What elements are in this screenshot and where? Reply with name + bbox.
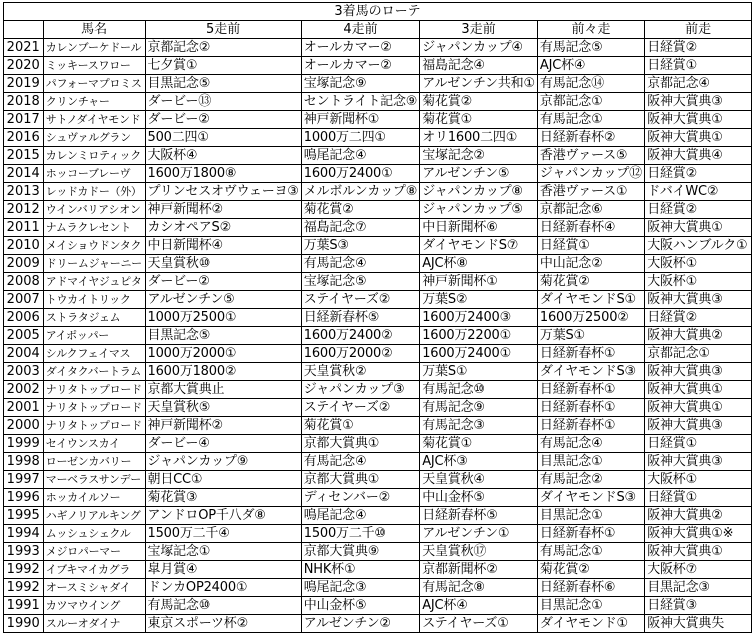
race-5-before-cell: プリンセスオヴウェーヨ③	[145, 183, 301, 201]
table-row	[4, 111, 752, 129]
race-5-before-cell: 菊花賞③	[145, 489, 301, 507]
race-2-before-cell: ダイヤモンドS③	[537, 363, 644, 381]
race-2-before-cell: ジャパンカップ⑫	[537, 165, 644, 183]
race-5-before-cell: 京都記念②	[145, 39, 301, 57]
last-race-cell: 日経賞①	[645, 435, 752, 453]
race-5-before-cell: ドンカOP2400①	[145, 579, 301, 597]
year-cell: 2007	[4, 291, 44, 309]
race-2-before-cell: 有馬記念②	[537, 471, 644, 489]
race-3-before-cell: 万葉S②	[420, 291, 538, 309]
header-3-races-before: 3走前	[420, 21, 538, 39]
last-race-cell: 大阪ハンブルク①	[645, 237, 752, 255]
race-3-before-cell: 日経新春杯⑤	[420, 507, 538, 525]
horse-name-cell: カレンブーケドール	[43, 39, 145, 57]
race-5-before-cell: 皐月賞④	[145, 561, 301, 579]
year-cell: 2009	[4, 255, 44, 273]
last-race-cell: 阪神大賞典①	[645, 543, 752, 561]
race-3-before-cell: アルゼンチン⑤	[420, 165, 538, 183]
table-row	[4, 93, 752, 111]
year-cell: 2016	[4, 129, 44, 147]
race-3-before-cell: 有馬記念⑨	[420, 399, 538, 417]
table-row	[4, 453, 752, 471]
table-row	[4, 345, 752, 363]
race-4-before-cell: 有馬記念④	[301, 453, 419, 471]
horse-name-cell: ウインバリアシオン	[43, 201, 145, 219]
table-row	[4, 129, 752, 147]
race-3-before-cell: 1600万2400①	[420, 345, 538, 363]
header-5-races-before: 5走前	[145, 21, 301, 39]
race-4-before-cell: 1600万2000②	[301, 345, 419, 363]
race-4-before-cell: 京都大賞典①	[301, 471, 419, 489]
last-race-cell: 大阪杯①	[645, 471, 752, 489]
race-3-before-cell: 中山金杯⑤	[420, 489, 538, 507]
header-last-race: 前走	[645, 21, 752, 39]
race-5-before-cell: 東京スポーツ杯②	[145, 615, 301, 633]
race-5-before-cell: 神戸新聞杯②	[145, 201, 301, 219]
table-row	[4, 489, 752, 507]
table-row	[4, 201, 752, 219]
race-2-before-cell: 日経新春杯①	[537, 381, 644, 399]
race-4-before-cell: 宝塚記念⑨	[301, 75, 419, 93]
race-5-before-cell: 天皇賞秋⑤	[145, 399, 301, 417]
race-3-before-cell: ジャパンカップ⑤	[420, 201, 538, 219]
race-4-before-cell: 有馬記念④	[301, 255, 419, 273]
race-3-before-cell: ステイヤーズ①	[420, 615, 538, 633]
table-row	[4, 471, 752, 489]
race-3-before-cell: ジャパンカップ⑧	[420, 183, 538, 201]
table-row	[4, 309, 752, 327]
last-race-cell: 阪神大賞典①	[645, 399, 752, 417]
horse-name-cell: シュヴァルグラン	[43, 129, 145, 147]
last-race-cell: 日経賞②	[645, 165, 752, 183]
race-5-before-cell: ジャパンカップ⑨	[145, 453, 301, 471]
race-4-before-cell: 1000万二四①	[301, 129, 419, 147]
table-row	[4, 561, 752, 579]
race-2-before-cell: 目黒記念①	[537, 453, 644, 471]
last-race-cell: 阪神大賞典②	[645, 327, 752, 345]
race-5-before-cell: カシオペアS②	[145, 219, 301, 237]
race-4-before-cell: NHK杯①	[301, 561, 419, 579]
race-5-before-cell: 1600万1800②	[145, 363, 301, 381]
last-race-cell: 日経賞①	[645, 57, 752, 75]
last-race-cell: 日経賞②	[645, 309, 752, 327]
race-3-before-cell: 菊花賞①	[420, 111, 538, 129]
year-cell: 2013	[4, 183, 44, 201]
race-5-before-cell: ダービー⑬	[145, 93, 301, 111]
last-race-cell: 大阪杯⑦	[645, 561, 752, 579]
race-5-before-cell: 1600万1800⑧	[145, 165, 301, 183]
last-race-cell: 大阪杯①	[645, 255, 752, 273]
horse-name-cell: ドリームジャーニー	[43, 255, 145, 273]
race-3-before-cell: オリ1600二四①	[420, 129, 538, 147]
race-3-before-cell: 有馬記念⑩	[420, 381, 538, 399]
table-row	[4, 219, 752, 237]
table-row	[4, 147, 752, 165]
race-2-before-cell: 有馬記念④	[537, 435, 644, 453]
horse-name-cell: ローゼンカバリー	[43, 453, 145, 471]
race-3-before-cell: 天皇賞秋④	[420, 471, 538, 489]
race-4-before-cell: オールカマー②	[301, 39, 419, 57]
race-3-before-cell: 福島記念④	[420, 57, 538, 75]
race-5-before-cell: 500二四①	[145, 129, 301, 147]
race-3-before-cell: アルゼンチン共和①	[420, 75, 538, 93]
race-3-before-cell: 万葉S①	[420, 363, 538, 381]
race-2-before-cell: 目黒記念①	[537, 597, 644, 615]
horse-name-cell: ホッカイルソー	[43, 489, 145, 507]
race-4-before-cell: 鳴尾記念③	[301, 579, 419, 597]
year-cell: 2008	[4, 273, 44, 291]
race-3-before-cell: 京都新聞杯②	[420, 561, 538, 579]
rotation-table	[3, 2, 752, 633]
header-horse-name: 馬名	[43, 21, 145, 39]
table-row	[4, 255, 752, 273]
last-race-cell: 大阪杯①	[645, 273, 752, 291]
race-5-before-cell: ダービー②	[145, 111, 301, 129]
race-4-before-cell: 天皇賞秋②	[301, 363, 419, 381]
race-4-before-cell: 京都大賞典①	[301, 435, 419, 453]
race-5-before-cell: ダービー②	[145, 273, 301, 291]
header-2-races-before: 前々走	[537, 21, 644, 39]
last-race-cell: 阪神大賞典③	[645, 363, 752, 381]
horse-name-cell: ダイタクバートラム	[43, 363, 145, 381]
race-2-before-cell: 日経新春杯①	[537, 399, 644, 417]
table-row	[4, 579, 752, 597]
race-2-before-cell: 香港ヴァース⑤	[537, 147, 644, 165]
race-5-before-cell: 朝日CC①	[145, 471, 301, 489]
year-cell: 2002	[4, 381, 44, 399]
race-2-before-cell: 京都記念①	[537, 93, 644, 111]
race-5-before-cell: 目黒記念⑤	[145, 75, 301, 93]
last-race-cell: 日経賞③	[645, 597, 752, 615]
year-cell: 2012	[4, 201, 44, 219]
race-2-before-cell: 有馬記念⑤	[537, 39, 644, 57]
year-cell: 2010	[4, 237, 44, 255]
horse-name-cell: ホッコーブレーヴ	[43, 165, 145, 183]
race-3-before-cell: ダイヤモンドS⑦	[420, 237, 538, 255]
horse-name-cell: パフォーマプロミス	[43, 75, 145, 93]
race-4-before-cell: 鳴尾記念④	[301, 147, 419, 165]
last-race-cell: ドバイWC②	[645, 183, 752, 201]
horse-name-cell: クリンチャー	[43, 93, 145, 111]
header-4-races-before: 4走前	[301, 21, 419, 39]
horse-name-cell: カツマウイング	[43, 597, 145, 615]
race-4-before-cell: ディセンバー②	[301, 489, 419, 507]
race-2-before-cell: 万葉S①	[537, 327, 644, 345]
race-2-before-cell: 1600万2500②	[537, 309, 644, 327]
race-5-before-cell: アンドロOP千八ダ⑧	[145, 507, 301, 525]
year-cell: 2006	[4, 309, 44, 327]
race-3-before-cell: 中日新聞杯⑥	[420, 219, 538, 237]
race-4-before-cell: 1600万2400②	[301, 327, 419, 345]
race-4-before-cell: 万葉S③	[301, 237, 419, 255]
year-cell: 2004	[4, 345, 44, 363]
table-row	[4, 543, 752, 561]
year-cell: 1992	[4, 561, 44, 579]
horse-name-cell: セイウンスカイ	[43, 435, 145, 453]
race-4-before-cell: 鳴尾記念④	[301, 507, 419, 525]
table-row	[4, 237, 752, 255]
horse-name-cell: ナリタトップロード	[43, 417, 145, 435]
table-row	[4, 363, 752, 381]
race-2-before-cell: ダイヤモンドS①	[537, 291, 644, 309]
year-cell: 1998	[4, 453, 44, 471]
table-title: 3着馬のローテ	[4, 3, 752, 21]
race-2-before-cell: 日経新春杯⑥	[537, 579, 644, 597]
table-row	[4, 525, 752, 543]
table-body	[4, 39, 752, 633]
year-cell: 2020	[4, 57, 44, 75]
race-5-before-cell: 中日新聞杯④	[145, 237, 301, 255]
year-cell: 2015	[4, 147, 44, 165]
race-2-before-cell: 有馬記念①	[537, 543, 644, 561]
race-2-before-cell: 菊花賞②	[537, 561, 644, 579]
year-cell: 1993	[4, 543, 44, 561]
race-5-before-cell: 神戸新聞杯②	[145, 417, 301, 435]
race-3-before-cell: AJC杯④	[420, 597, 538, 615]
year-cell: 1991	[4, 597, 44, 615]
race-2-before-cell: 目黒記念①	[537, 507, 644, 525]
horse-name-cell: マーベラスサンデー	[43, 471, 145, 489]
last-race-cell: 阪神大賞典失	[645, 615, 752, 633]
horse-name-cell: サトノダイヤモンド	[43, 111, 145, 129]
last-race-cell: 阪神大賞典①	[645, 129, 752, 147]
race-4-before-cell: セントライト記念⑨	[301, 93, 419, 111]
race-4-before-cell: ステイヤーズ②	[301, 291, 419, 309]
race-3-before-cell: 1600万2400③	[420, 309, 538, 327]
race-2-before-cell: 日経新春杯②	[537, 129, 644, 147]
table-row	[4, 291, 752, 309]
last-race-cell: 目黒記念③	[645, 579, 752, 597]
race-5-before-cell: ダービー④	[145, 435, 301, 453]
horse-name-cell: ナムラクレセント	[43, 219, 145, 237]
race-4-before-cell: 福島記念⑦	[301, 219, 419, 237]
race-3-before-cell: アルゼンチン①	[420, 525, 538, 543]
race-5-before-cell: 1000万2500①	[145, 309, 301, 327]
race-4-before-cell: ジャパンカップ③	[301, 381, 419, 399]
horse-name-cell: ナリタトップロード	[43, 381, 145, 399]
race-3-before-cell: 有馬記念⑧	[420, 579, 538, 597]
race-4-before-cell: 京都大賞典⑨	[301, 543, 419, 561]
year-cell: 2000	[4, 417, 44, 435]
race-2-before-cell: 香港ヴァース①	[537, 183, 644, 201]
race-5-before-cell: 宝塚記念①	[145, 543, 301, 561]
header-row	[4, 21, 752, 39]
year-cell: 2003	[4, 363, 44, 381]
race-3-before-cell: AJC杯⑧	[420, 255, 538, 273]
race-2-before-cell: 日経賞①	[537, 237, 644, 255]
race-5-before-cell: アルゼンチン⑤	[145, 291, 301, 309]
year-cell: 1994	[4, 525, 44, 543]
table-row	[4, 507, 752, 525]
horse-name-cell: メイショウドンタク	[43, 237, 145, 255]
race-4-before-cell: 中山金杯⑤	[301, 597, 419, 615]
race-5-before-cell: 京都大賞典止	[145, 381, 301, 399]
year-cell: 2017	[4, 111, 44, 129]
horse-name-cell: オースミシャダイ	[43, 579, 145, 597]
race-5-before-cell: 有馬記念⑩	[145, 597, 301, 615]
year-cell: 2001	[4, 399, 44, 417]
race-4-before-cell: 1600万2400①	[301, 165, 419, 183]
horse-name-cell: イブキマイカグラ	[43, 561, 145, 579]
race-3-before-cell: 神戸新聞杯①	[420, 273, 538, 291]
race-3-before-cell: 菊花賞②	[420, 93, 538, 111]
year-cell: 2018	[4, 93, 44, 111]
year-cell: 1992	[4, 579, 44, 597]
race-4-before-cell: 神戸新聞杯①	[301, 111, 419, 129]
race-5-before-cell: 天皇賞秋⑩	[145, 255, 301, 273]
horse-name-cell: ストラタジェム	[43, 309, 145, 327]
race-2-before-cell: ダイヤモンドS③	[537, 489, 644, 507]
last-race-cell: 阪神大賞典①	[645, 381, 752, 399]
race-2-before-cell: 有馬記念①	[537, 111, 644, 129]
table-row	[4, 435, 752, 453]
race-3-before-cell: 有馬記念③	[420, 417, 538, 435]
last-race-cell: 阪神大賞典③	[645, 453, 752, 471]
race-2-before-cell: ダイヤモンド①	[537, 615, 644, 633]
race-5-before-cell: 目黒記念⑤	[145, 327, 301, 345]
race-2-before-cell: 日経新春杯①	[537, 525, 644, 543]
race-5-before-cell: 七夕賞①	[145, 57, 301, 75]
race-3-before-cell: 1600万2200①	[420, 327, 538, 345]
race-3-before-cell: ジャパンカップ④	[420, 39, 538, 57]
race-3-before-cell: 宝塚記念②	[420, 147, 538, 165]
race-4-before-cell: アルゼンチン②	[301, 615, 419, 633]
race-2-before-cell: 中山記念②	[537, 255, 644, 273]
table-row	[4, 75, 752, 93]
last-race-cell: 阪神大賞典①※	[645, 525, 752, 543]
horse-name-cell: ナリタトップロード	[43, 399, 145, 417]
year-cell: 1999	[4, 435, 44, 453]
horse-name-cell: ミッキースワロー	[43, 57, 145, 75]
last-race-cell: 阪神大賞典①	[645, 111, 752, 129]
last-race-cell: 阪神大賞典③	[645, 93, 752, 111]
horse-name-cell: トウカイトリック	[43, 291, 145, 309]
last-race-cell: 日経賞②	[645, 39, 752, 57]
table-row	[4, 183, 752, 201]
year-cell: 1990	[4, 615, 44, 633]
table-row	[4, 417, 752, 435]
table-row	[4, 597, 752, 615]
horse-name-cell: レッドカドー（外）	[43, 183, 145, 201]
table-row	[4, 165, 752, 183]
table-row	[4, 327, 752, 345]
last-race-cell: 阪神大賞典③	[645, 417, 752, 435]
race-3-before-cell: AJC杯③	[420, 453, 538, 471]
race-2-before-cell: AJC杯④	[537, 57, 644, 75]
table-row	[4, 273, 752, 291]
table-row	[4, 57, 752, 75]
year-cell: 2014	[4, 165, 44, 183]
horse-name-cell: アドマイヤジュピタ	[43, 273, 145, 291]
race-3-before-cell: 天皇賞秋⑰	[420, 543, 538, 561]
title-row	[4, 3, 752, 21]
year-cell: 1996	[4, 489, 44, 507]
race-4-before-cell: 日経新春杯⑤	[301, 309, 419, 327]
horse-name-cell: ハギノリアルキング	[43, 507, 145, 525]
race-4-before-cell: ステイヤーズ②	[301, 399, 419, 417]
last-race-cell: 阪神大賞典④	[645, 147, 752, 165]
race-5-before-cell: 1500万二千④	[145, 525, 301, 543]
horse-name-cell: アイポッパー	[43, 327, 145, 345]
race-4-before-cell: オールカマー②	[301, 57, 419, 75]
race-4-before-cell: 1500万二千⑩	[301, 525, 419, 543]
header-year	[4, 21, 44, 39]
table-row	[4, 381, 752, 399]
last-race-cell: 日経賞①	[645, 489, 752, 507]
horse-name-cell: シルクフェイマス	[43, 345, 145, 363]
last-race-cell: 京都記念①	[645, 345, 752, 363]
race-2-before-cell: 有馬記念⑭	[537, 75, 644, 93]
race-2-before-cell: 日経新春杯④	[537, 219, 644, 237]
race-2-before-cell: 日経新春杯①	[537, 345, 644, 363]
year-cell: 2019	[4, 75, 44, 93]
race-5-before-cell: 大阪杯④	[145, 147, 301, 165]
last-race-cell: 阪神大賞典①	[645, 219, 752, 237]
year-cell: 1995	[4, 507, 44, 525]
horse-name-cell: メジロパーマー	[43, 543, 145, 561]
year-cell: 1997	[4, 471, 44, 489]
year-cell: 2005	[4, 327, 44, 345]
race-4-before-cell: 菊花賞②	[301, 201, 419, 219]
table-row	[4, 399, 752, 417]
year-cell: 2011	[4, 219, 44, 237]
last-race-cell: 阪神大賞典②	[645, 507, 752, 525]
race-4-before-cell: メルボルンカップ⑧	[301, 183, 419, 201]
race-5-before-cell: 1000万2000①	[145, 345, 301, 363]
race-4-before-cell: 宝塚記念⑤	[301, 273, 419, 291]
race-3-before-cell: 菊花賞①	[420, 435, 538, 453]
race-4-before-cell: 菊花賞①	[301, 417, 419, 435]
last-race-cell: 京都記念④	[645, 75, 752, 93]
horse-name-cell: スルーオダイナ	[43, 615, 145, 633]
last-race-cell: 日経賞②	[645, 201, 752, 219]
race-2-before-cell: 菊花賞②	[537, 273, 644, 291]
horse-name-cell: ムッシュシェクル	[43, 525, 145, 543]
horse-name-cell: カレンミロティック	[43, 147, 145, 165]
last-race-cell: 阪神大賞典③	[645, 291, 752, 309]
race-2-before-cell: 日経新春杯①	[537, 417, 644, 435]
year-cell: 2021	[4, 39, 44, 57]
table-row	[4, 615, 752, 633]
table-row	[4, 39, 752, 57]
race-2-before-cell: 京都記念⑥	[537, 201, 644, 219]
